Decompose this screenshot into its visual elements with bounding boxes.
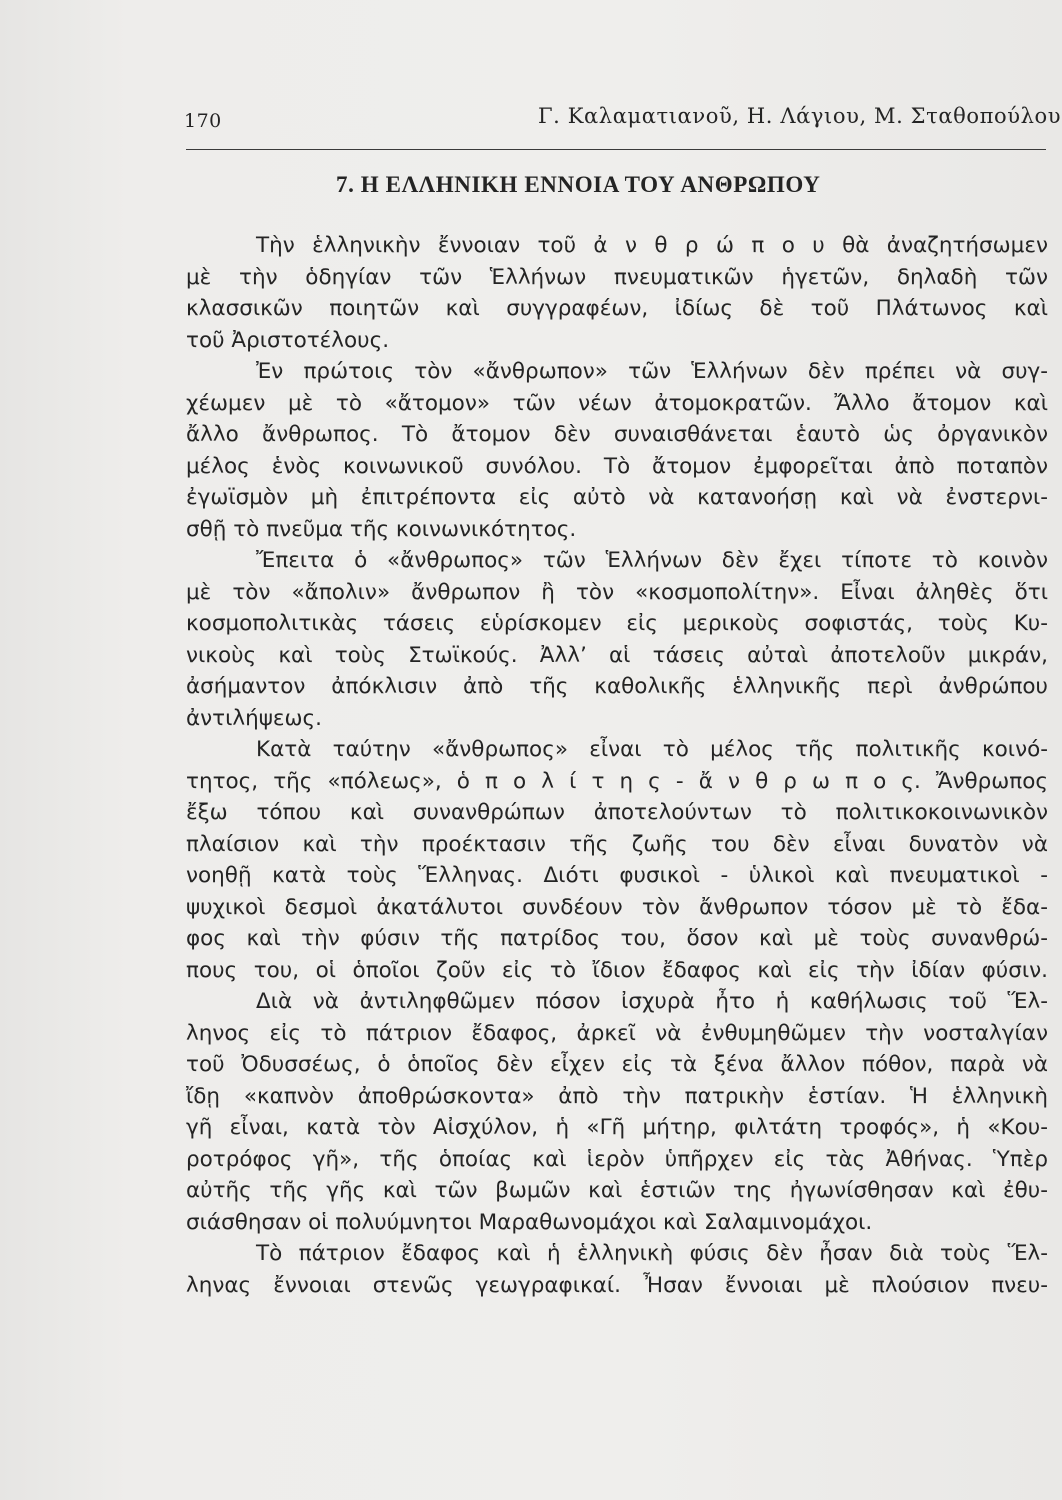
text-line: ἔξω τόπου καὶ συνανθρώπων ἀποτελούντων τὸ πολιτικοκοινωνικὸν (186, 800, 1048, 825)
text-line: Ἔπειτα ὁ «ἄνθρωπος» τῶν Ἑλλήνων δὲν ἔχει τίποτε τὸ κοινὸν (256, 548, 1048, 573)
text-line: γῆ εἶναι, κατὰ τὸν Αἰσχύλον, ἡ «Γῆ μήτηρ, φιλτάτη τροφός», ἡ «Κου- (186, 1115, 1048, 1140)
text-line: Τὸ πάτριον ἔδαφος καὶ ἡ ἑλληνικὴ φύσις δὲν ἦσαν διὰ τοὺς Ἕλ- (256, 1241, 1048, 1266)
text-line: Τὴν ἑλληνικὴν ἔννοιαν τοῦ ἀ ν θ ρ ώ π ο υ θὰ ἀναζητήσωμεν (256, 233, 1048, 258)
chapter-title: 7. Η ΕΛΛΗΝΙΚΗ ΕΝΝΟΙΑ ΤΟΥ ΑΝΘΡΩΠΟΥ (336, 172, 821, 197)
text-line: τητος, τῆς «πόλεως», ὁ π ο λ ί τ η ς - ἄ ν θ ρ ω π ο ς. Ἄνθρωπος (186, 768, 1048, 794)
text-line: μὲ τὸν «ἄπολιν» ἄνθρωπον ἢ τὸν «κοσμοπολίτην». Εἶναι ἀληθὲς ὅτι (186, 579, 1048, 605)
text-line: ἴδῃ «καπνὸν ἀποθρώσκοντα» ἀπὸ τὴν πατρικὴν ἑστίαν. Ἡ ἑλληνικὴ (186, 1083, 1048, 1109)
text-line: ἀσήμαντον ἀπόκλισιν ἀπὸ τῆς καθολικῆς ἑλληνικῆς περὶ ἀνθρώπου (186, 674, 1048, 699)
text-line: χέωμεν μὲ τὸ «ἄτομον» τῶν νέων ἀτομοκρατῶν. Ἄλλο ἄτομον καὶ (186, 390, 1048, 416)
text-line: τοῦ Ἀριστοτέλους. (186, 327, 390, 353)
text-line: πους του, οἱ ὁποῖοι ζοῦν εἰς τὸ ἴδιον ἔδαφος καὶ εἰς τὴν ἰδίαν φύσιν. (186, 957, 1048, 983)
text-line: μέλος ἑνὸς κοινωνικοῦ συνόλου. Τὸ ἄτομον ἐμφορεῖται ἀπὸ ποταπὸν (186, 453, 1048, 479)
text-line: κλασσικῶν ποιητῶν καὶ συγγραφέων, ἰδίως δὲ τοῦ Πλάτωνος καὶ (186, 296, 1048, 321)
text-line: τοῦ Ὀδυσσέως, ὁ ὁποῖος δὲν εἶχεν εἰς τὰ ξένα ἄλλον πόθον, παρὰ νὰ (186, 1052, 1048, 1077)
text-line: ψυχικοὶ δεσμοὶ ἀκατάλυτοι συνδέουν τὸν ἄνθρωπον τόσον μὲ τὸ ἔδα- (186, 894, 1048, 920)
text-line: νοηθῇ κατὰ τοὺς Ἕλληνας. Διότι φυσικοὶ - ὑλικοὶ καὶ πνευματικοὶ - (186, 863, 1048, 888)
text-line: φος καὶ τὴν φύσιν τῆς πατρίδος του, ὅσον καὶ μὲ τοὺς συνανθρώ- (186, 926, 1048, 951)
text-line: νικοὺς καὶ τοὺς Στωϊκούς. Ἀλλ’ αἱ τάσεις αὐταὶ ἀποτελοῦν μικράν, (186, 642, 1048, 668)
text-line: αὐτῆς τῆς γῆς καὶ τῶν βωμῶν καὶ ἑστιῶν της ἠγωνίσθησαν καὶ ἐθυ- (186, 1178, 1048, 1203)
text-line: Ἐν πρώτοις τὸν «ἄνθρωπον» τῶν Ἑλλήνων δὲν πρέπει νὰ συγ- (256, 359, 1048, 384)
body-text (186, 230, 1048, 1301)
text-line: πλαίσιον καὶ τὴν προέκτασιν τῆς ζωῆς του δὲν εἶναι δυνατὸν νὰ (186, 831, 1048, 857)
text-line: Διὰ νὰ ἀντιληφθῶμεν πόσον ἰσχυρὰ ἦτο ἡ καθήλωσις τοῦ Ἕλ- (256, 989, 1048, 1014)
text-line: σθῇ τὸ πνεῦμα τῆς κοινωνικότητος. (186, 516, 577, 542)
text-line: σιάσθησαν οἱ πολυύμνητοι Μαραθωνομάχοι καὶ Σαλαμινομάχοι. (186, 1209, 873, 1235)
text-line: ληνας ἔννοιαι στενῶς γεωγραφικαί. Ἦσαν ἔννοιαι μὲ πλούσιον πνευ- (186, 1272, 1048, 1298)
text-line: Κατὰ ταύτην «ἄνθρωπος» εἶναι τὸ μέλος τῆς πολιτικῆς κοινό- (256, 737, 1048, 762)
text-line: ἄλλο ἄνθρωπος. Τὸ ἄτομον δὲν συναισθάνεται ἑαυτὸ ὡς ὀργανικὸν (186, 422, 1048, 447)
text-line: ροτρόφος γῆ», τῆς ὁποίας καὶ ἱερὸν ὑπῆρχεν εἰς τὰς Ἀθήνας. Ὑπὲρ (186, 1146, 1048, 1172)
text-line: ληνος εἰς τὸ πάτριον ἔδαφος, ἀρκεῖ νὰ ἐνθυμηθῶμεν τὴν νοσταλγίαν (186, 1020, 1048, 1046)
text-line: ἀντιλήψεως. (186, 705, 323, 731)
header-rule (186, 149, 1046, 150)
text-line: κοσμοπολιτικὰς τάσεις εὑρίσκομεν εἰς μερικοὺς σοφιστάς, τοὺς Κυ- (186, 611, 1048, 636)
text-line: ἐγωϊσμὸν μὴ ἐπιτρέποντα εἰς αὐτὸ νὰ κατανοήσῃ καὶ νὰ ἐνστερνι- (186, 485, 1048, 510)
text-line: μὲ τὴν ὁδηγίαν τῶν Ἑλλήνων πνευματικῶν ἡγετῶν, δηλαδὴ τῶν (186, 264, 1048, 290)
page-number: 170 (184, 110, 222, 132)
running-header (184, 100, 1062, 140)
running-header-authors: Γ. Καλαματιανοῦ, Η. Λάγιου, Μ. Σταθοπούλου (538, 104, 1062, 128)
